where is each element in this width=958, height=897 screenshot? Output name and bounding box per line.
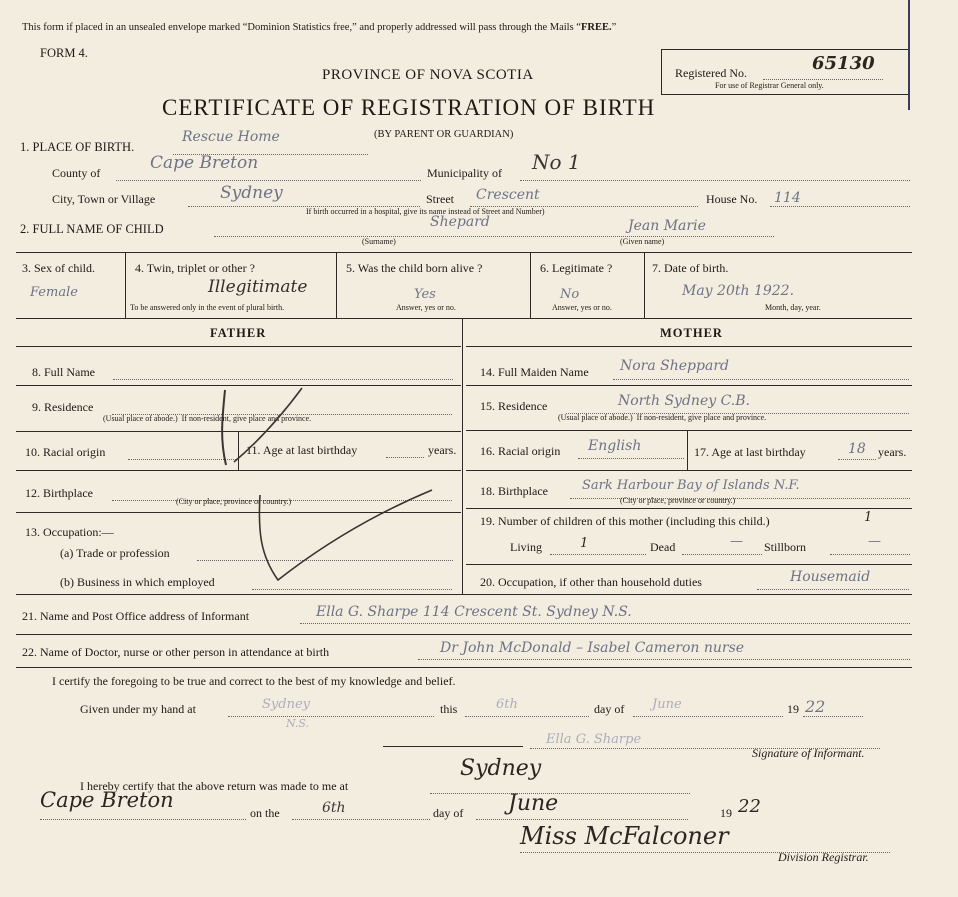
municipality-value: No 1 [532, 150, 581, 174]
mother-residence-label: 15. Residence [480, 399, 548, 413]
certificate-subtitle: (BY PARENT OR GUARDIAN) [374, 129, 514, 140]
twin-value: Illegitimate [208, 277, 308, 297]
informant-label: 21. Name and Post Office address of Informant [22, 609, 250, 623]
informant-signature: Ella G. Sharpe [546, 732, 642, 747]
city-label: City, Town or Village [52, 192, 156, 206]
mail-notice-text: This form if placed in an unsealed envelope marked “Dominion Statistics free,” and properly addressed will pass through the Mails “ [22, 22, 581, 33]
child-name-label: 2. FULL NAME OF CHILD [20, 222, 164, 236]
father-name-label: 8. Full Name [32, 365, 95, 379]
father-years-label: years. [428, 443, 457, 457]
given-place-value: Sydney [262, 697, 310, 712]
registrar-statement: I hereby certify that the above return was made to me at [80, 779, 349, 793]
this-label: this [440, 702, 458, 716]
given-name-caption: (Given name) [620, 237, 665, 246]
hospital-note: If birth occurred in a hospital, give its name instead of Street and Number) [306, 207, 545, 216]
mother-racial-value: English [588, 438, 642, 454]
registrar-month-value: June [508, 791, 559, 816]
born-alive-note: Answer, yes or no. [396, 303, 456, 312]
twin-label: 4. Twin, triplet or other ? [135, 261, 255, 275]
father-occupation-label: 13. Occupation:— [25, 525, 114, 539]
registrar-day-value: 6th [322, 800, 346, 816]
registrar-signature: Miss McFalconer [520, 822, 729, 850]
mother-birthplace-value: Sark Harbour Bay of Islands N.F. [582, 478, 800, 493]
father-residence-label: 9. Residence [32, 400, 94, 414]
mother-residence-note-a: (Usual place of abode.) [558, 413, 633, 422]
mother-dead-label: Dead [650, 540, 676, 554]
given-under-hand-label: Given under my hand at [80, 702, 196, 716]
mother-years-label: years. [878, 445, 907, 459]
child-given-name-value: Jean Marie [628, 218, 706, 234]
mother-occupation-label: 20. Occupation, if other than household duties [480, 575, 702, 589]
mother-residence-note-b: If non-resident, give place and province. [636, 413, 767, 422]
province-heading: PROVINCE OF NOVA SCOTIA [322, 67, 534, 83]
legitimate-value: No [560, 287, 580, 302]
father-crossout-marks [200, 380, 450, 590]
registrar-county-value: Cape Breton [40, 788, 174, 812]
registrar-place-value: Sydney [460, 756, 542, 781]
signature-caption: Signature of Informant. [752, 746, 865, 760]
registered-number-label: Registered No. [675, 66, 747, 80]
division-registrar-caption: Division Registrar. [778, 850, 869, 864]
mother-maiden-value: Nora Sheppard [620, 358, 729, 374]
place-of-birth-label: 1. PLACE OF BIRTH. [20, 140, 135, 154]
city-value: Sydney [220, 183, 283, 203]
mother-residence-value: North Sydney C.B. [618, 393, 750, 409]
mother-stillborn-label: Stillborn [764, 540, 807, 554]
born-alive-label: 5. Was the child born alive ? [346, 261, 483, 275]
mail-notice-free: FREE. [580, 22, 612, 33]
father-racial-label: 10. Racial origin [25, 445, 106, 459]
registrar-on-the-label: on the [250, 806, 280, 820]
mother-birthplace-note: (City or place, province or country.) [620, 496, 736, 505]
mother-children-label: 19. Number of children of this mother (including this child.) [480, 514, 770, 528]
municipality-label: Municipality of [427, 166, 502, 180]
registrar-year-prefix: 19 [720, 806, 732, 820]
father-residence-note-a: (Usual place of abode.) [103, 414, 178, 423]
father-birthplace-label: 12. Birthplace [25, 486, 93, 500]
given-year-prefix: 19 [787, 702, 799, 716]
mother-age-label: 17. Age at last birthday [694, 445, 806, 459]
registrar-use-note: For use of Registrar General only. [715, 81, 824, 90]
doctor-value: Dr John McDonald – Isabel Cameron nurse [440, 640, 745, 656]
father-trade-label: (a) Trade or profession [60, 546, 170, 560]
child-surname-value: Shepard [430, 214, 490, 230]
legitimate-label: 6. Legitimate ? [540, 261, 613, 275]
registrar-day-of-label: day of [433, 806, 464, 820]
informant-value: Ella G. Sharpe 114 Crescent St. Sydney N.S. [316, 604, 632, 620]
mother-maiden-label: 14. Full Maiden Name [480, 365, 589, 379]
mother-heading: MOTHER [660, 326, 723, 340]
registered-number-value: 65130 [812, 53, 875, 74]
father-business-label: (b) Business in which employed [60, 575, 215, 589]
mail-notice [22, 22, 616, 33]
twin-note: To be answered only in the event of plural birth. [130, 303, 285, 312]
doctor-label: 22. Name of Doctor, nurse or other person in attendance at birth [22, 645, 330, 659]
county-label: County of [52, 166, 101, 180]
date-of-birth-note: Month, day, year. [765, 303, 821, 312]
given-place-sub-value: N.S. [286, 717, 310, 730]
father-age-label: 11. Age at last birthday [246, 443, 358, 457]
house-number-label: House No. [706, 192, 758, 206]
street-value: Crescent [476, 187, 540, 203]
form-number: FORM 4. [40, 46, 88, 60]
surname-caption: (Surname) [362, 237, 396, 246]
mother-racial-label: 16. Racial origin [480, 444, 561, 458]
mother-stillborn-value: — [868, 534, 881, 549]
mail-notice-close: ” [611, 22, 617, 33]
sex-label: 3. Sex of child. [22, 261, 95, 275]
sex-value: Female [30, 285, 78, 300]
county-value: Cape Breton [150, 153, 259, 173]
place-of-birth-value: Rescue Home [182, 129, 280, 145]
date-of-birth-value: May 20th 1922. [682, 283, 795, 299]
father-heading: FATHER [210, 326, 267, 340]
mother-living-value: 1 [580, 536, 589, 551]
mother-residence-note [558, 413, 766, 422]
given-day-of-label: day of [594, 702, 625, 716]
certification-statement: I certify the foregoing to be true and correct to the best of my knowledge and belief. [52, 674, 456, 688]
mother-living-label: Living [510, 540, 542, 554]
given-day-value: 6th [496, 697, 518, 712]
given-year-value: 22 [805, 697, 826, 716]
given-month-value: June [652, 697, 682, 712]
date-of-birth-label: 7. Date of birth. [652, 261, 729, 275]
father-residence-note-b: If non-resident, give place and province. [181, 414, 312, 423]
house-number-value: 114 [774, 190, 801, 206]
registrar-year-value: 22 [738, 796, 761, 817]
father-birthplace-note: (City or place, province or country.) [176, 497, 292, 506]
mother-birthplace-label: 18. Birthplace [480, 484, 548, 498]
legitimate-note: Answer, yes or no. [552, 303, 612, 312]
mother-occupation-value: Housemaid [790, 569, 871, 585]
street-label: Street [426, 192, 454, 206]
born-alive-value: Yes [414, 287, 436, 302]
mother-children-value: 1 [864, 510, 873, 525]
mother-dead-value: — [730, 534, 743, 549]
certificate-title: CERTIFICATE OF REGISTRATION OF BIRTH [162, 95, 656, 120]
mother-age-value: 18 [848, 441, 866, 457]
